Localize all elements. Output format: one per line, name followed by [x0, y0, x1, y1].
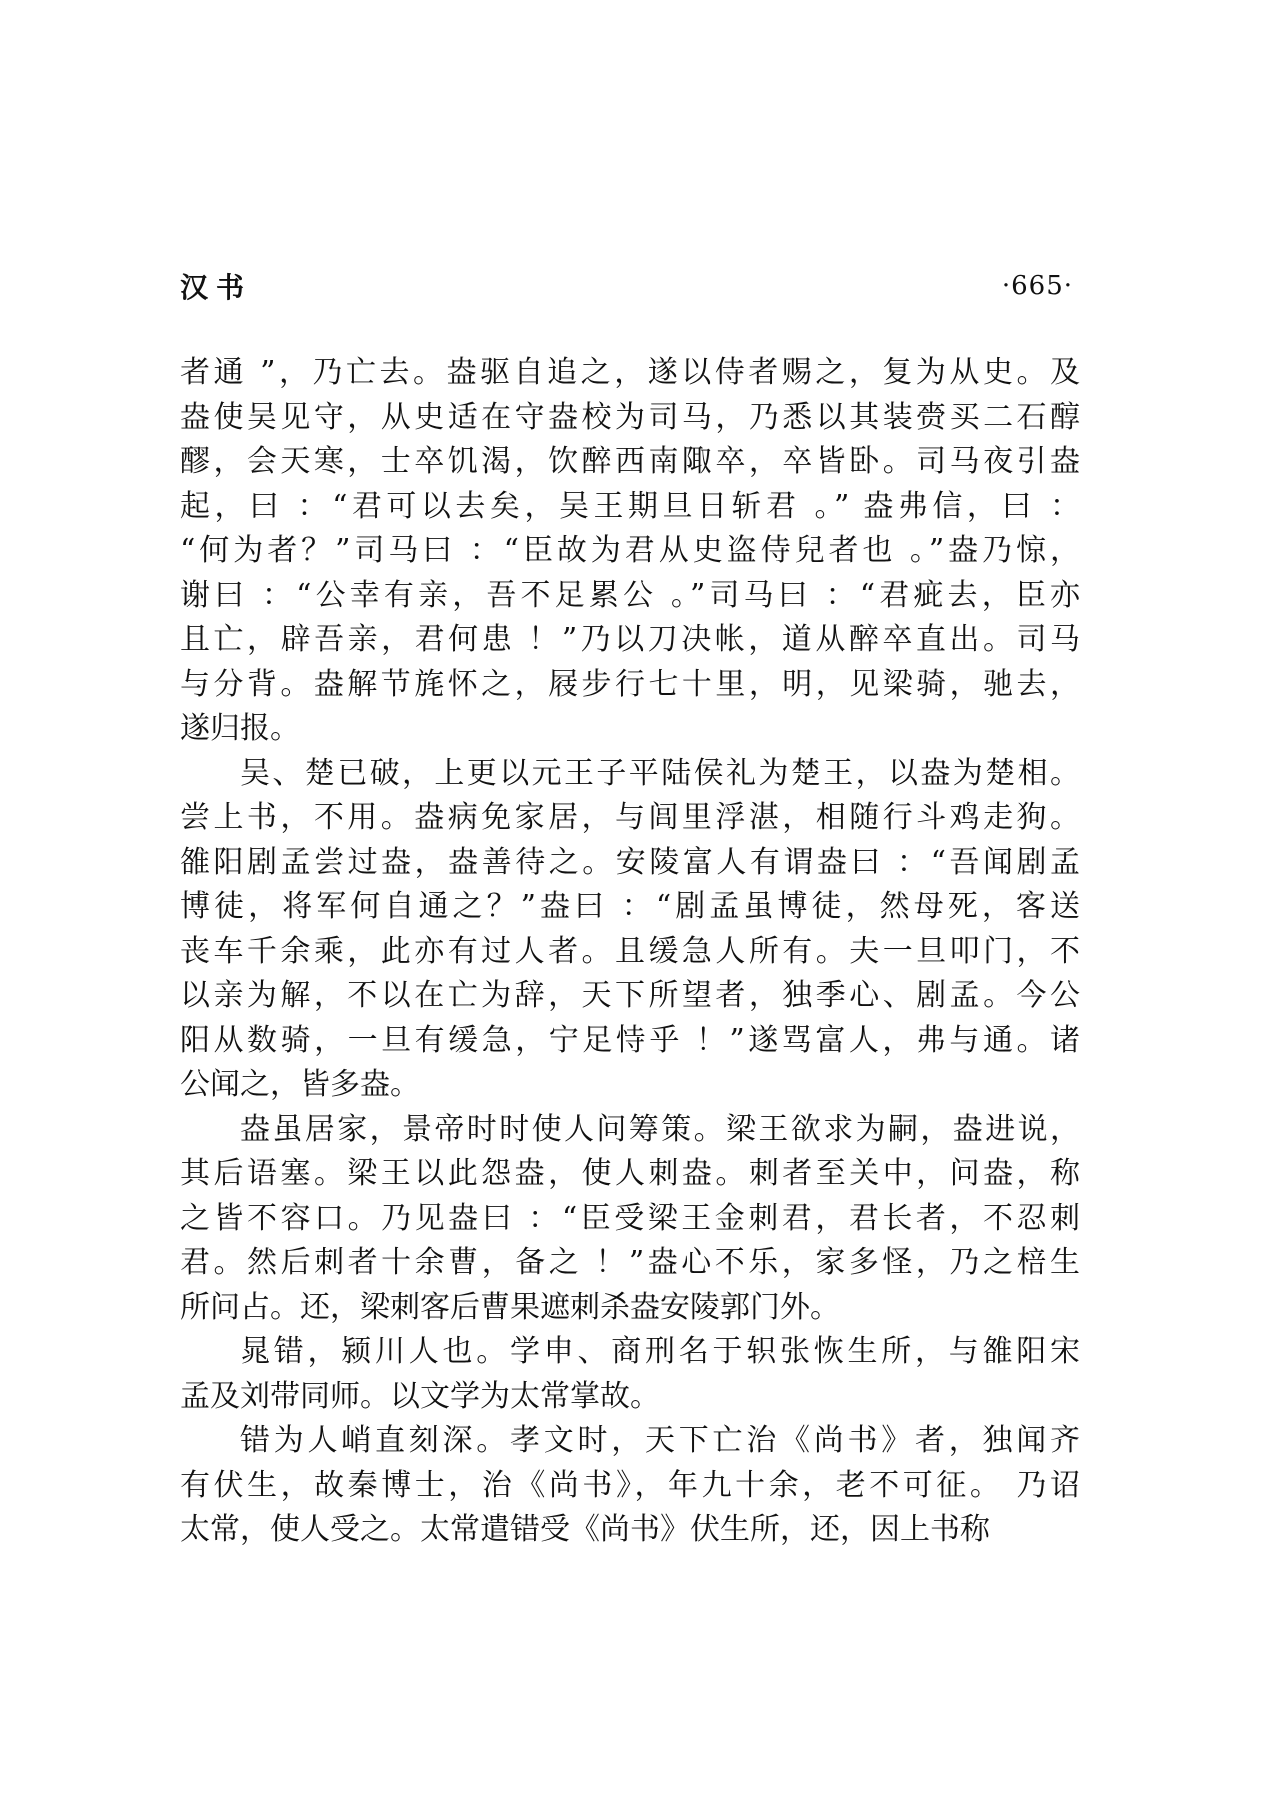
running-header: [180, 266, 1073, 306]
text-line: 与分背。盎解节旄怀之，屐步行七十里，明，见梁骑，驰去，: [180, 666, 1080, 702]
text-line: 君。然后刺者十余曹，备之 ！”盎心不乐，家多怪，乃之棓生: [180, 1245, 1080, 1280]
body-text: [180, 351, 1080, 1553]
paragraph: [180, 752, 1080, 1108]
text-line: 错为人峭直刻深。孝文时，天下亡治《尚书》者，独闻齐: [240, 1423, 1080, 1458]
text-line: 公闻之，皆多盎。: [180, 1067, 420, 1102]
text-line: 晁错，颍川人也。学申、商刑名于轵张恢生所，与雒阳宋: [240, 1334, 1080, 1369]
text-line: 谢曰 ：“公幸有亲，吾不足累公 。”司马曰 ：“君疵去，臣亦: [180, 577, 1080, 613]
paragraph: [180, 1419, 1080, 1553]
text-line: 孟及刘带同师。以文学为太常掌故。: [180, 1378, 660, 1414]
text-line: 之皆不容口。乃见盎曰 ：“臣受梁王金刺君，君长者，不忍刺: [180, 1200, 1080, 1236]
text-line: 尝上书，不用。盎病免家居，与闾里浮湛，相随行斗鸡走狗。: [180, 800, 1080, 835]
text-line: 盎虽居家，景帝时时使人问筹策。梁王欲求为嗣，盎进说，: [240, 1111, 1080, 1147]
text-line: “何为者？”司马曰 ：“臣故为君从史盗侍兒者也 。”盎乃惊，: [180, 533, 1080, 568]
text-line: 其后语塞。梁王以此怨盎，使人刺盎。刺者至关中，问盎，称: [180, 1156, 1080, 1191]
text-line: 以亲为解，不以在亡为辞，天下所望者，独季心、剧孟。今公: [180, 978, 1080, 1013]
text-line: 博徒，将军何自通之？”盎曰 ：“剧孟虽博徒，然母死，客送: [180, 889, 1080, 924]
text-line: 太常，使人受之。太常遣错受《尚书》伏生所，还，因上书称: [180, 1512, 990, 1547]
text-line: 盎使吴见守，从史适在守盎校为司马，乃悉以其装赍买二石醇: [180, 399, 1080, 435]
text-line: 者通 ”，乃亡去。盎驱自追之，遂以侍者赐之，复为从史。及: [180, 355, 1080, 390]
text-line: 丧车千余乘，此亦有过人者。且缓急人所有。夫一旦叩门，不: [180, 933, 1080, 969]
text-line: 所问占。还，梁刺客后曹果遮刺杀盎安陵郭门外。: [180, 1289, 840, 1325]
paragraph: [180, 1108, 1080, 1331]
paragraph: [180, 1330, 1080, 1419]
text-line: 阳从数骑，一旦有缓急，宁足恃乎 ！”遂骂富人，弗与通。诸: [180, 1022, 1080, 1058]
text-line: 起，曰 ：“君可以去矣，吴王期旦日斩君 。” 盎弗信，曰 ：: [180, 488, 1080, 524]
text-line: 醪，会天寒，士卒饥渴，饮醉西南陬卒，卒皆卧。司马夜引盎: [180, 444, 1080, 479]
text-line: 有伏生，故秦博士，治《尚书》，年九十余，老不可征。 乃诏: [180, 1467, 1080, 1503]
text-line: 雒阳剧孟尝过盎，盎善待之。安陵富人有谓盎曰 ：“吾闻剧孟: [180, 844, 1080, 880]
book-title: 汉书: [180, 271, 253, 304]
page-number: ·665·: [1001, 271, 1073, 301]
text-line: 且亡，辟吾亲，君何患 ！”乃以刀决帐，道从醉卒直出。司马: [180, 622, 1080, 657]
text-line: 遂归报。: [180, 711, 300, 746]
paragraph: [180, 351, 1080, 752]
text-line: 吴、楚已破，上更以元王子平陆侯礼为楚王，以盎为楚相。: [240, 755, 1080, 791]
